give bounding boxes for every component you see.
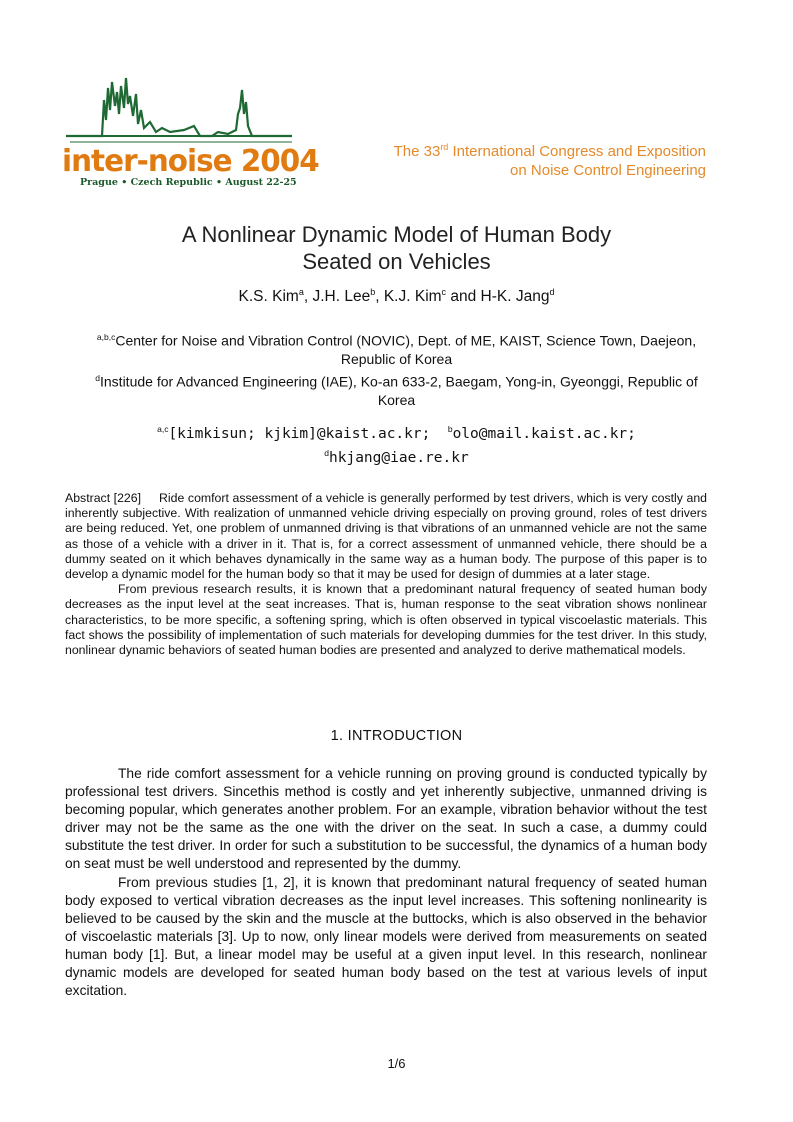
introduction-paragraph-2: From previous studies [1, 2], it is known that predominant natural frequency of seated human body exposed to vertical vibration decreases as the input level increases. This softening nonlinearity is believed to be caused by the skin and the muscle at the buttocks, which is also observed in the behavior of viscoelastic materials [3]. Up to now, only linear models were derived from measurements on seated human body [1]. But, a linear model may be useful at a given input level. In this research, nonlinear dynamic models are developed for seated human body based on the test at various levels of input excitation.	[65, 874, 707, 999]
author-list: K.S. Kim$^a$, J.H. Lee$^b$, K.J. Kim$^c$ and H-K. Jang$^d$	[238, 287, 555, 306]
congress-line-2: on Noise Control Engineering	[510, 162, 706, 179]
introduction-paragraph-1: The ride comfort assessment for a vehicle running on proving ground is conducted typically by professional test drivers. Sincethis method is costly and yet inherently subjective, unmanned driving is becoming popular, which generates another problem. For an example, vibration behavior without the test driver may not be the same as the one with the driver on the seat. In such a case, a dummy could substitute the test driver. In order for such a substitution to be successful, the dynamics of a human body on seat must be well understood and represented by the dummy.	[65, 766, 707, 872]
email-mail-kaist: olo@mail.kaist.ac.kr;	[452, 425, 636, 442]
abstract	[65, 491, 707, 658]
page-number: 1/6	[387, 1056, 406, 1071]
section-heading-introduction: 1. INTRODUCTION	[330, 728, 463, 744]
congress-line-1: The 33rd International Congress and Exposition	[393, 142, 706, 160]
abstract-paragraph-2: From previous research results, it is known that a predominant natural frequency of seated human body decreases as the input level at the seat increases. That is, human response to the seat vibration shows nonlinear characteristics, to be more specific, a softening spring, which is often observed in typical viscoelastic materials. This fact shows the possibility of implementation of such materials for developing dummies for the test driver. In this study, nonlinear dynamic behaviors of seated human bodies are presented and analyzed to derive mathematical models.	[65, 582, 707, 658]
affiliation-iae: $^d$Institude for Advanced Engineering (IAE), Ko-an 633-2, Baegam, Yong-in, Gyeonggi, Republic of Korea	[95, 372, 698, 408]
email-iae: hkjang@iae.re.kr	[329, 449, 469, 466]
author-emails	[0, 420, 793, 468]
email-kaist: [kimkisun; kjkim]@kaist.ac.kr;	[168, 425, 431, 442]
congress-title	[394, 138, 706, 180]
abstract-label: Abstract [226]	[65, 491, 142, 505]
author-name: H-K. Jang	[480, 288, 550, 306]
skyline-graphic	[62, 70, 296, 150]
affiliation-novic: $^{a,b,c}$Center for Noise and Vibration Control (NOVIC), Dept. of ME, KAIST, Science Town, Daejeon, Republic of Korea	[96, 332, 697, 368]
author-name: K.J. Kim	[383, 288, 442, 306]
logo-tagline: Prague • Czech Republic • August 22-25	[80, 177, 297, 188]
logo-wordmark: inter-noise 2004	[62, 144, 319, 179]
introduction-body	[65, 765, 707, 1000]
email-line-2: $^d$hkjang@iae.re.kr	[324, 447, 469, 466]
author-name: K.S. Kim	[238, 288, 299, 306]
email-line-1: $^{a,c}$[kimkisun; kjkim]@kaist.ac.kr; $^b$olo@mail.kaist.ac.kr;	[157, 424, 636, 442]
paper-title	[0, 221, 793, 275]
abstract-paragraph-1: Abstract [226] Ride comfort assessment of a vehicle is generally performed by test drivers, which is very costly and inherently subjective. With realization of unmanned vehicle driving especially on proving ground, roles of test drivers are being reduced. Yet, one problem of unmanned driving is that vibrations of an unmanned vehicle are not the same as those of a vehicle with a driver in it. That is, for a correct assessment of unmanned vehicle, there should be a dummy seated on it which behaves dynamically in the same way as a human body. The purpose of this paper is to develop a dynamic model for the human body so that it may be used for design of dummies at a later stage.	[65, 491, 708, 582]
inter-noise-logo	[62, 70, 319, 192]
paper-title-line-1: A Nonlinear Dynamic Model of Human Body	[181, 222, 612, 247]
author-name: J.H. Lee	[312, 288, 371, 306]
affiliations	[80, 328, 713, 409]
paper-title-line-2: Seated on Vehicles	[302, 249, 491, 274]
